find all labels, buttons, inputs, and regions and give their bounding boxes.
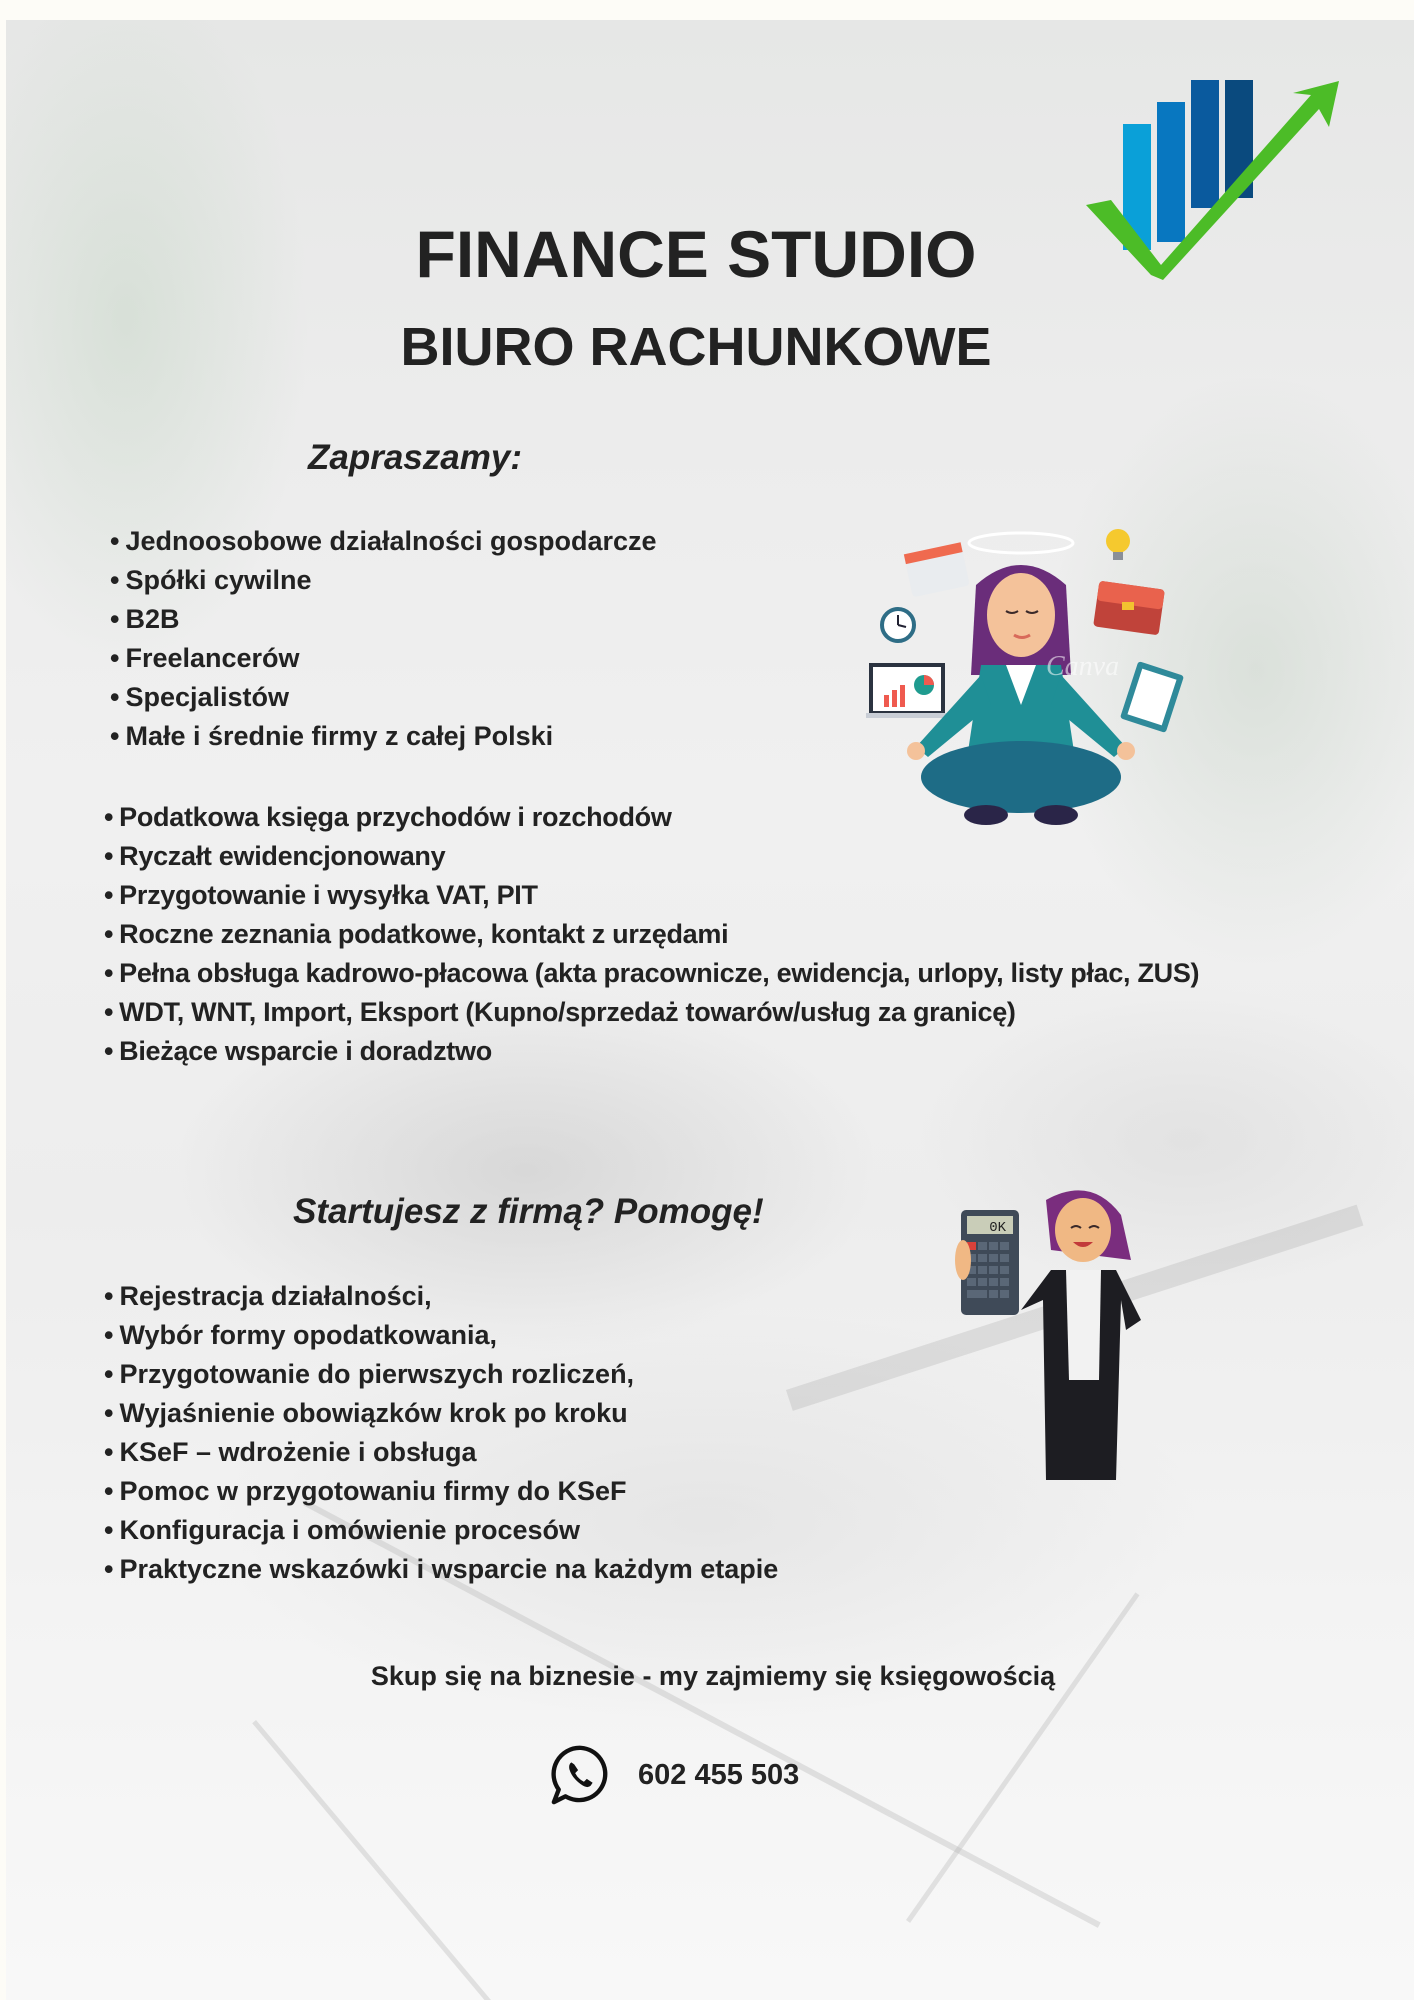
list-item: • Podatkowa księga przychodów i rozchodów	[104, 798, 1199, 837]
list-item: • Konfiguracja i omówienie procesów	[104, 1511, 778, 1550]
services-list	[104, 798, 1199, 1071]
list-item: • Jednoosobowe działalności gospodarcze	[110, 522, 657, 561]
company-name: FINANCE STUDIO	[415, 217, 977, 291]
phone-number[interactable]: 602 455 503	[638, 1758, 800, 1791]
startup-list	[104, 1277, 778, 1589]
list-item: • Spółki cywilne	[110, 561, 657, 600]
list-item: • Pomoc w przygotowaniu firmy do KSeF	[104, 1472, 778, 1511]
startup-heading: Startujesz z firmą? Pomogę!	[293, 1192, 764, 1231]
background-decoration	[252, 1720, 577, 2000]
list-item: • WDT, WNT, Import, Eksport (Kupno/sprzedaż towarów/usług za granicę)	[104, 993, 1199, 1032]
list-item: • KSeF – wdrożenie i obsługa	[104, 1433, 778, 1472]
flyer-page	[6, 20, 1414, 2000]
list-item: • Ryczałt ewidencjonowany	[104, 837, 1199, 876]
meditating-businesswoman-illustration	[856, 515, 1186, 835]
list-item: • Rejestracja działalności,	[104, 1277, 778, 1316]
clients-list	[110, 522, 657, 756]
clients-heading: Zapraszamy:	[308, 438, 522, 477]
watermark: Canva	[1046, 651, 1120, 682]
list-item: • Przygotowanie i wysyłka VAT, PIT	[104, 876, 1199, 915]
list-item: • Pełna obsługa kadrowo-płacowa (akta pracownicze, ewidencja, urlopy, listy płac, ZUS)	[104, 954, 1199, 993]
calculator-display: 0K	[989, 1220, 1006, 1236]
tagline: Skup się na biznesie - my zajmiemy się księgowością	[370, 1661, 1056, 1691]
list-item: • Praktyczne wskazówki i wsparcie na każdym etapie	[104, 1550, 778, 1589]
contact-block[interactable]	[550, 1744, 799, 1806]
whatsapp-icon	[550, 1744, 612, 1806]
list-item: • Roczne zeznania podatkowe, kontakt z urzędami	[104, 915, 1199, 954]
company-subtitle: BIURO RACHUNKOWE	[400, 317, 992, 377]
list-item: • Małe i średnie firmy z całej Polski	[110, 717, 657, 756]
list-item: • Wyjaśnienie obowiązków krok po kroku	[104, 1394, 778, 1433]
list-item: • B2B	[110, 600, 657, 639]
list-item: • Specjalistów	[110, 678, 657, 717]
background-decoration	[906, 1592, 1140, 1923]
list-item: • Wybór formy opodatkowania,	[104, 1316, 778, 1355]
list-item: • Freelancerów	[110, 639, 657, 678]
businesswoman-with-calculator-illustration	[951, 1180, 1151, 1480]
list-item: • Przygotowanie do pierwszych rozliczeń,	[104, 1355, 778, 1394]
list-item: • Bieżące wsparcie i doradztwo	[104, 1032, 1199, 1071]
